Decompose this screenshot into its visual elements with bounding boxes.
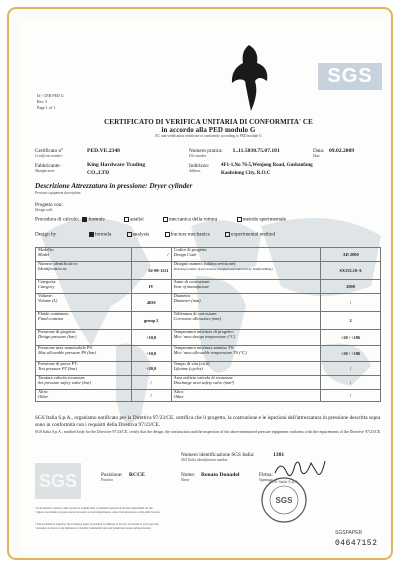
- table-row: Fluido contenuto: Fluid contents group 2 Tolleranza di corrosione: Corrosion allowance (mm) 2: [36, 312, 381, 330]
- table-row: Altro: Other / Altro: Other /: [36, 390, 381, 402]
- equipment-description-sub: Pressure equipment description: [35, 191, 81, 195]
- address-value-2: Kaohsiung City, R.O.C: [221, 171, 271, 176]
- checkbox-formule: [82, 217, 87, 222]
- date-sub: Date: [313, 154, 320, 158]
- address-sub: Address: [189, 169, 201, 173]
- table-row: Categoria: Category IV Anno di costruzione: Year of manufacture 2008: [36, 280, 381, 294]
- position-sub: Position: [101, 478, 113, 482]
- address-value: 4F1-1,No 76-5,Wenjong Road, Gushanfang: [221, 163, 313, 168]
- maker-value-2: CO.,LTD: [87, 170, 110, 176]
- checkbox-analisi: [124, 217, 129, 222]
- page-frame: [7, 7, 393, 560]
- name-sub: Name: [181, 478, 190, 482]
- table-row: Pressione max ammissibile PS: Max allowable pressure PS (bar) +10,0 Temperatura min/max ammiss TS: Min / max allowable temperature TS (°C) +20 / +186: [36, 346, 381, 362]
- position-value: RCCE: [129, 472, 145, 478]
- title-english: EC unit verification certificate of conformity according to PED module G: [155, 134, 262, 138]
- name-label: Nome:: [181, 472, 196, 478]
- checkbox-analysis: [127, 232, 132, 237]
- table-row: Volume: Volume (L) 4650 Diametro: Diameter (mm) /: [36, 294, 381, 312]
- checkbox-fracture: [165, 232, 170, 237]
- file-label: Numero pratica:: [189, 148, 223, 154]
- doc-page: Page 1 of 1: [37, 105, 56, 110]
- company-stamp: [259, 472, 309, 525]
- equipment-description-label: Descrizione Attrezzatura in pressione: Dryer cylinder: [35, 182, 193, 190]
- table-row: Pressione di prova PT: Test pressure PT (bar) +20,0 Tempo di vita (cicli) Lifetime (cycles) /: [36, 362, 381, 376]
- position-label: Posizione:: [101, 472, 123, 478]
- checkbox-sperimentale: [237, 217, 242, 222]
- cert-no-label: Certificato n°: [35, 148, 64, 154]
- table-row: Modello: Model / Codice di progetto: Design Code AD 2000: [36, 248, 381, 262]
- sgs-watermark-block: SGS: [35, 463, 81, 499]
- footer-note-4: • Attention is drawn to the limitation of liability, indemnification and jurisdiction issues defined therein.: [35, 527, 152, 530]
- svg-text:SGS Italia S.p.A.: SGS Italia S.p.A.: [268, 479, 300, 484]
- cert-no-value: PED.VE.2348: [87, 148, 120, 154]
- signature-sub: Signature: [259, 478, 273, 482]
- doc-ref: Id : CER PED G: [37, 93, 64, 98]
- statement-english: SGS Italia S.p.A., notified body for the Directive 97/23/CE, certify that the design, the construction and the inspection of the above mentioned pressure equipment conforms with the requirements of the Directive 97/23/CE.: [35, 430, 381, 434]
- footer-note-3: • The document is issued by the Company under its General Conditions of Service accessible at www.sgs.com.: [35, 523, 160, 526]
- serial-number: 04647152: [335, 539, 378, 548]
- procedure-row-en: Design by formula analysis fracture mechanics experimental method: [35, 231, 276, 238]
- eagle-icon: [229, 41, 271, 119]
- design-with-label: Progetto con:: [35, 202, 63, 208]
- equipment-data-table: [35, 247, 381, 402]
- title-italian: CERTIFICATO DI VERIFICA UNITARIA DI CONFORMITA' CE: [104, 118, 313, 126]
- cert-no-sub: Certificate number: [35, 154, 63, 158]
- svg-text:SGS: SGS: [275, 496, 293, 505]
- file-value: L.11.5030.75.07.181: [233, 148, 280, 154]
- checkbox-formula: [89, 232, 94, 237]
- table-row: Taratura valvola sicurezza: Set pressure safety valve (bar) / Area orifizio valvola di sicurezza: Discharge area safety valve (mm²) /: [36, 376, 381, 390]
- date-value: 09.02.2009: [329, 148, 355, 154]
- maker-value: King Hardware Trading: [87, 162, 146, 168]
- nb-number: 1381: [273, 452, 285, 458]
- checkbox-experimental: [225, 232, 230, 237]
- procedure-row-it: Procedura di calcolo: formule analisi meccanica della rottura metodo sperimentale: [35, 216, 286, 223]
- footer-note-1: • Il documento è emesso dalla Società ai termini delle Condizioni Generali di Servizio disponibili sul sito.: [35, 507, 154, 510]
- maker-sub: Manufacturer: [35, 169, 55, 173]
- design-with-sub: Design with: [35, 208, 53, 212]
- table-row: Numero identificativo: Identification nr. 02-08-1121 Disegno numero (ultima revisione): Drawing number (Last revision stamped and endorsed by Notified Body) SX152.10-A: [36, 262, 381, 280]
- title-module: in accordo alla PED modulo G: [161, 126, 256, 134]
- statement-italian: SGS Italia S.p.A., organismo notificato per la Direttiva 97/23/CE, certifica che il progetto, la costruzione e le ispezioni dell'attrezzatura in pressione descritta sopra sono in conformità con i requisiti della Direttiva 97/23/CE.: [35, 415, 381, 428]
- equipment-name: Dryer cylinder: [149, 182, 193, 190]
- brand-name: SGS: [327, 65, 373, 87]
- doc-rev: Rev. 3: [37, 99, 48, 104]
- footer-note-2: • Questo documento non può essere riprodotto se non integralmente, senza l'autorizzazione scritta della Società.: [35, 511, 161, 514]
- name-value: Renato Donadel: [201, 472, 240, 478]
- date-label: Data:: [313, 148, 325, 154]
- serial-label: SGSPAPER: [335, 530, 363, 536]
- checkbox-meccanica: [163, 217, 168, 222]
- sgs-logo: [318, 63, 382, 90]
- nb-sub: SGS Italia identification number: [181, 458, 228, 462]
- maker-label: Fabbricante:: [35, 163, 61, 169]
- file-sub: File number: [189, 154, 207, 158]
- address-label: Indirizzo:: [189, 163, 210, 169]
- table-row: Pressione di progetto: Design pressure (bar) +10,0 Temperatura min/max di progetto: Min / max design temperature (°C) +20 / +186: [36, 330, 381, 346]
- document-sheet: [21, 21, 393, 560]
- nb-label: Numero identificazione SGS Italia:: [181, 452, 255, 458]
- signature-label: Firma:: [259, 472, 273, 478]
